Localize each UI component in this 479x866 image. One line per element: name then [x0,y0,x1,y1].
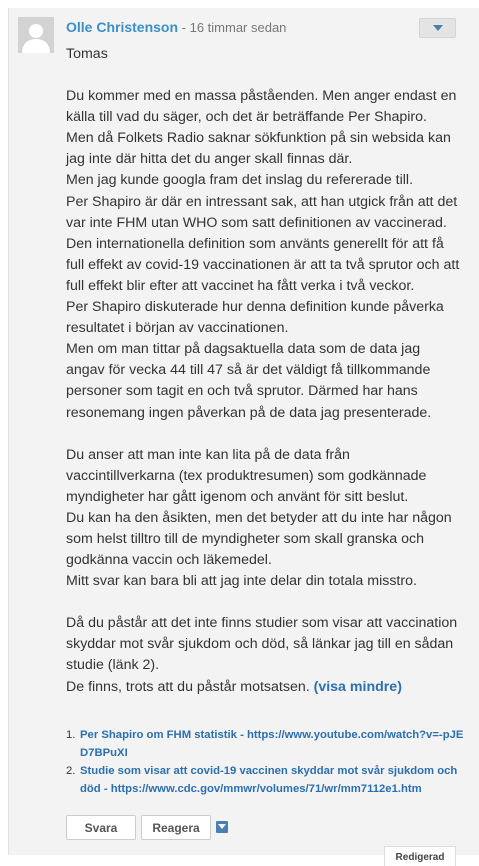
react-button[interactable]: Reagera [141,815,211,840]
comment-time: - 16 timmar sedan [178,20,287,35]
comment-paragraph: Du kommer med en massa påståenden. Men anger endast en källa till vad du säger, och det är beträffande Per Shapiro. Men då Folkets Radio saknar sökfunktion på sin websida kan jag inte där hitta det du anger skall finnas där. Men jag kunde googla fram det inslag du refererade till. Per Shapiro är där en intressant sak, att han utgick från att det var inte FHM utan WHO som satt definitionen av vaccinerad. Den internationella definition som använts generellt för att få full effekt av covid-19 vaccinationen är att ta två sprutor och att full effekt blir efter att vaccinet ha fått verka i två veckor. Per Shapiro diskuterade hur denna definition kunde påverka resultatet i början av vaccinationen. Men om man tittar på dagsaktuella data som de data jag angav för vecka 44 till 47 så är det väldigt få tillkommande personer som tagit en och två sprutor. Därmed har hans resonemang ingen påverkan på de data jag presenterade. [66,88,460,421]
link-number: 2. [66,765,76,777]
react-menu-button[interactable] [216,821,228,833]
reference-link-2[interactable]: Studie som visar att covid-19 vaccinen skyddar mot svår sjukdom och död - https://www.cdc.gov/mmwr/volumes/71/wr/mm7112e1.htm [80,765,458,795]
reply-button[interactable]: Svara [66,815,136,840]
comment-paragraph: Du anser att man inte kan lita på de data från vaccintillverkarna (tex produktresumen) som godkännade myndigheter har gått igenom och använt för sitt beslut. Du kan ha den åsikten, men det betyder att du inte har någon som helst tilltro till de myndigheter som skall granska och godkänna vaccin och läkemedel. Mitt svar kan bara bli att jag inte delar din totala misstro. [66,446,452,590]
comment-paragraph-text: Då du påstår att det inte finns studier som visar att vaccination skyddar mot svår sjukdom och död, så länkar jag till en sådan studie (länk 2). De finns, trots att du påstår motsatsen. [66,615,458,695]
author-name[interactable]: Olle Christenson [66,19,179,35]
edited-badge: Redigerad [384,846,456,866]
list-item [66,762,466,798]
reference-link-1[interactable]: Per Shapiro om FHM statistik - https://www.youtube.com/watch?v=-pJED7BPuXI [80,729,464,759]
list-item [66,726,466,762]
comment-body [66,44,461,698]
comment-card [8,8,479,863]
show-less-link[interactable]: (visa mindre) [313,678,402,695]
link-number: 1. [66,729,76,741]
comment-paragraph: Tomas [66,46,108,62]
comment-header [66,19,286,35]
caret-down-icon [218,824,226,829]
reference-links [66,726,466,798]
chevron-down-icon [433,25,443,31]
comment-menu-button[interactable] [419,18,456,38]
avatar[interactable] [18,17,54,53]
comment-paragraph-last [66,613,461,697]
user-silhouette-icon [18,17,54,53]
